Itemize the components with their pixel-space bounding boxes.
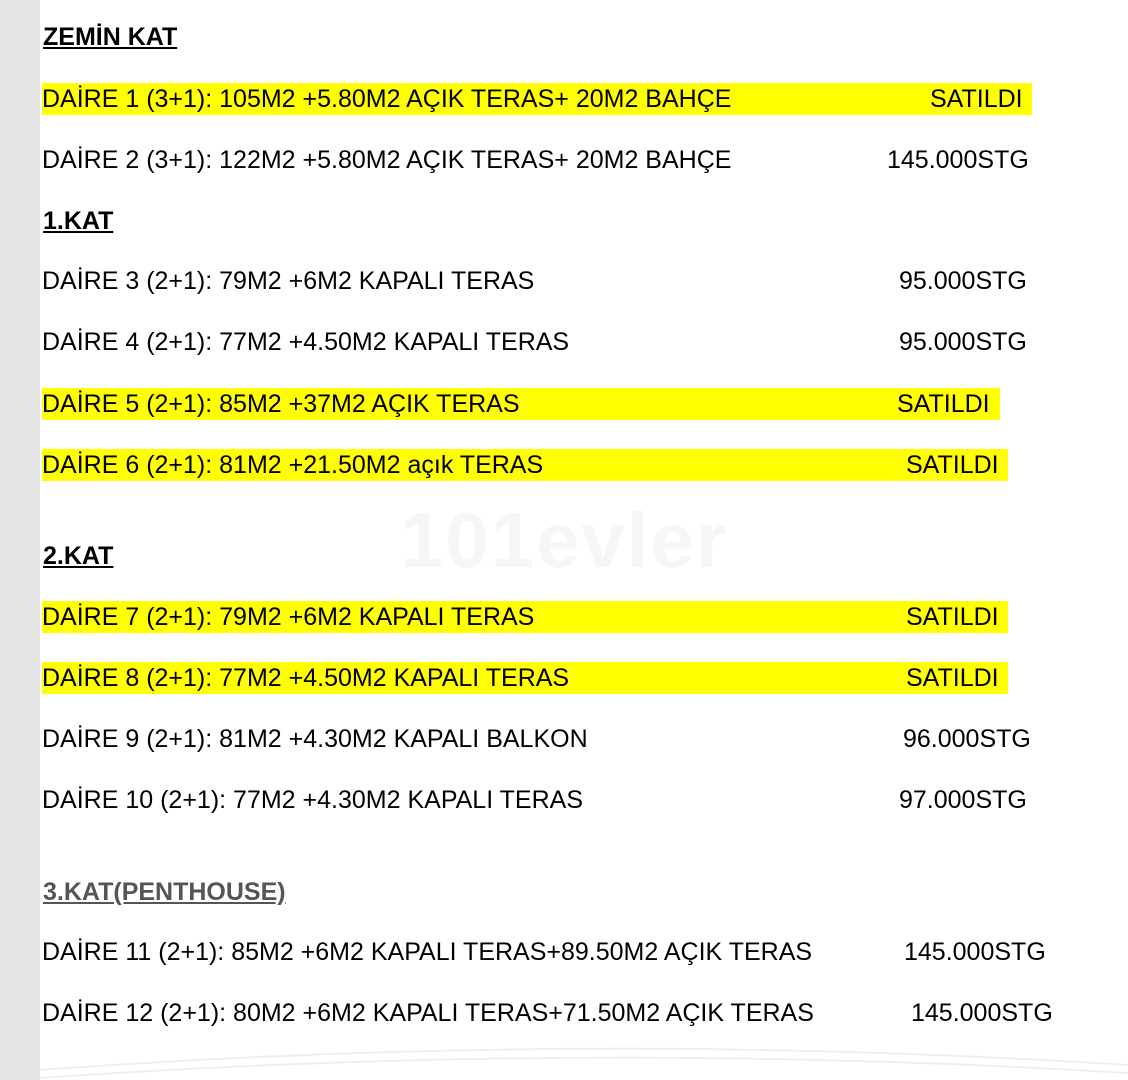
unit-row-daire-11 <box>42 936 1072 968</box>
unit-status-sold: SATILDI <box>930 85 1023 113</box>
unit-description: DAİRE 4 (2+1): 77M2 +4.50M2 KAPALI TERAS <box>42 328 570 356</box>
unit-status-sold: SATILDI <box>906 664 999 692</box>
unit-row-daire-12 <box>42 997 1082 1029</box>
section-heading-floor-2: 2.KAT <box>43 542 114 570</box>
unit-price: 145.000STG <box>887 146 1029 174</box>
unit-price: 95.000STG <box>899 267 1027 295</box>
unit-row-daire-1 <box>42 83 1032 115</box>
unit-status-sold: SATILDI <box>906 603 999 631</box>
unit-row-daire-10 <box>42 784 1042 816</box>
unit-row-daire-7 <box>42 601 1008 633</box>
unit-price: 97.000STG <box>899 786 1027 814</box>
unit-row-daire-4 <box>42 326 1042 358</box>
unit-description: DAİRE 11 (2+1): 85M2 +6M2 KAPALI TERAS+89.50M2 AÇIK TERAS <box>42 938 813 966</box>
unit-status-sold: SATILDI <box>906 451 999 479</box>
unit-status-sold: SATILDI <box>897 390 990 418</box>
unit-description: DAİRE 5 (2+1): 85M2 +37M2 AÇIK TERAS <box>42 390 520 418</box>
unit-description: DAİRE 6 (2+1): 81M2 +21.50M2 açık TERAS <box>42 451 544 479</box>
unit-description: DAİRE 8 (2+1): 77M2 +4.50M2 KAPALI TERAS <box>42 664 570 692</box>
unit-row-daire-2 <box>42 144 1042 176</box>
unit-row-daire-3 <box>42 265 1042 297</box>
unit-row-daire-5 <box>42 388 1000 420</box>
page-margin-strip <box>0 0 40 1080</box>
unit-price: 145.000STG <box>904 938 1046 966</box>
watermark-logo: 101evler <box>400 496 729 584</box>
unit-row-daire-6 <box>42 449 1008 481</box>
unit-description: DAİRE 2 (3+1): 122M2 +5.80M2 AÇIK TERAS+ 20M2 BAHÇE <box>42 146 732 174</box>
unit-description: DAİRE 7 (2+1): 79M2 +6M2 KAPALI TERAS <box>42 603 535 631</box>
price-list-document <box>40 0 1128 1080</box>
section-heading-ground-floor: ZEMİN KAT <box>43 23 178 51</box>
section-heading-penthouse: 3.KAT(PENTHOUSE) <box>43 878 286 906</box>
unit-description: DAİRE 1 (3+1): 105M2 +5.80M2 AÇIK TERAS+ 20M2 BAHÇE <box>42 85 732 113</box>
unit-price: 96.000STG <box>903 725 1031 753</box>
unit-row-daire-8 <box>42 662 1008 694</box>
unit-price: 95.000STG <box>899 328 1027 356</box>
section-heading-floor-1: 1.KAT <box>43 207 114 235</box>
unit-description: DAİRE 10 (2+1): 77M2 +4.30M2 KAPALI TERAS <box>42 786 584 814</box>
unit-description: DAİRE 12 (2+1): 80M2 +6M2 KAPALI TERAS+71.50M2 AÇIK TERAS <box>42 999 814 1027</box>
unit-description: DAİRE 9 (2+1): 81M2 +4.30M2 KAPALI BALKON <box>42 725 588 753</box>
unit-description: DAİRE 3 (2+1): 79M2 +6M2 KAPALI TERAS <box>42 267 535 295</box>
unit-row-daire-9 <box>42 723 1042 755</box>
unit-price: 145.000STG <box>911 999 1053 1027</box>
